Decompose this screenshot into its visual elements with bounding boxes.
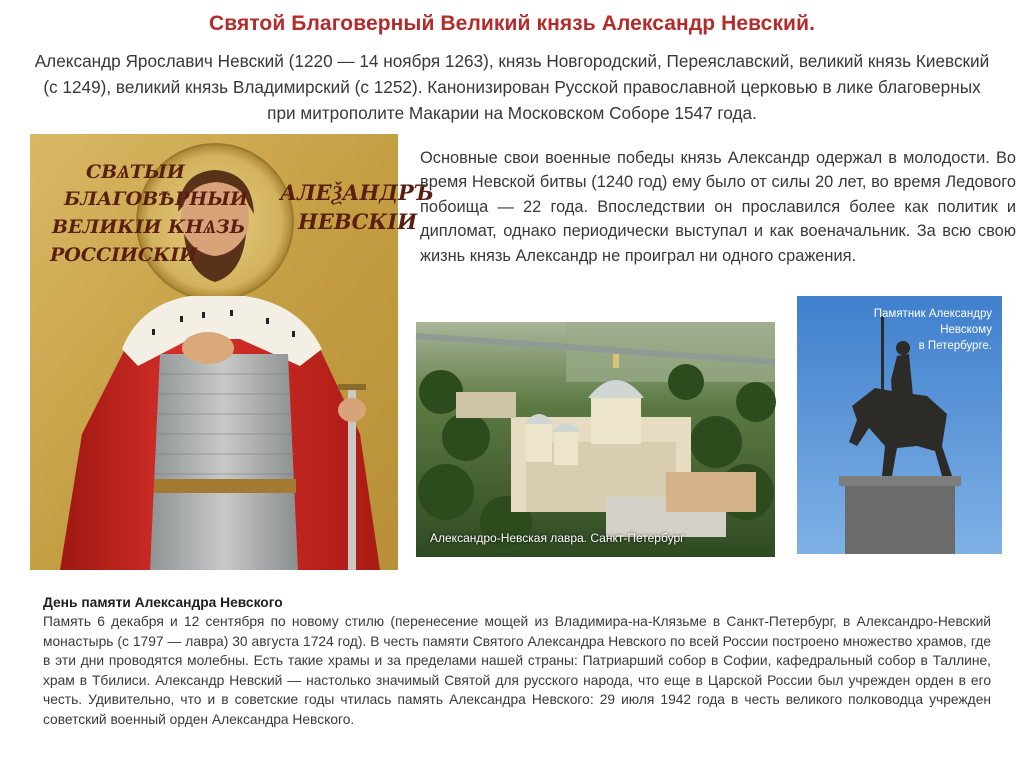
icon-inscription-left-1: СВѦТЫИ: [86, 161, 185, 183]
monument-caption-line-3: в Петербурге.: [918, 340, 992, 352]
icon-inscription-left-3: ВЕЛИКІИ КНѦЗЬ: [52, 216, 246, 238]
icon-inscription-left-2: БЛАГОВѢРНЫИ: [64, 188, 248, 210]
icon-inscription-left-4: РОССІИСКІИ: [50, 244, 198, 266]
monument-caption-line-2: Невскому: [940, 324, 992, 336]
icon-inscription-right-2: НЕВСКІИ: [298, 209, 418, 234]
icon-image: [30, 134, 434, 570]
icon-inscription-right-1: АЛЕѮАНДРЪ: [280, 180, 434, 205]
monument-caption-line-1: Памятник Александру: [873, 308, 992, 320]
lavra-caption: Александро-Невская лавра. Санкт-Петербург: [430, 531, 685, 545]
memory-paragraph: Память 6 декабря и 12 сентября по новому стилю (перенесение мощей из Владимира-на-Клязьме в Санкт-Петербург, в Александро-Невский монастырь (с 1797 — лавра) 30 августа 1724 год). В честь памяти Святого Александра Невского по всей России построено множество храмов, где в эти дни проводятся молебны. Есть такие храмы и за пределами нашей страны: Патриарший собор в Софии, кафедральный собор в Таллине, храм в Тбилиси. Александр Невский — настолько значимый Святой для русского народа, что еще в Царской России был учрежден орден в его честь. Удивительно, что и в советские годы чтилась память Александра Невского: 29 июля 1942 года в честь великого полководца учрежден советский военный орден Александра Невского.: [43, 614, 991, 727]
monument-caption: [840, 306, 992, 354]
page-title: Святой Благоверный Великий князь Александр Невский.: [208, 12, 816, 35]
lavra-photo: [416, 322, 775, 557]
memory-heading: День памяти Александра Невского: [43, 595, 283, 610]
victories-paragraph: Основные свои военные победы князь Александр одержал в молодости. Во время Невской битвы (1240 год) ему было от силы 20 лет, во время Ледового побоища — 22 года. Впоследствии он прославился более как политик и дипломат, однако периодически выступал и как военачальник. За всю свою жизнь князь Александр не проиграл ни одного сражения.: [420, 149, 1016, 265]
intro-paragraph: Александр Ярославич Невский (1220 — 14 ноября 1263), князь Новгородский, Переяславский, великий князь Киевский (с 1249), великий князь Владимирский (с 1252). Канонизирован Русской православной церковью в лике благоверных при митрополите Макарии на Московском Соборе 1547 года.: [34, 51, 990, 123]
